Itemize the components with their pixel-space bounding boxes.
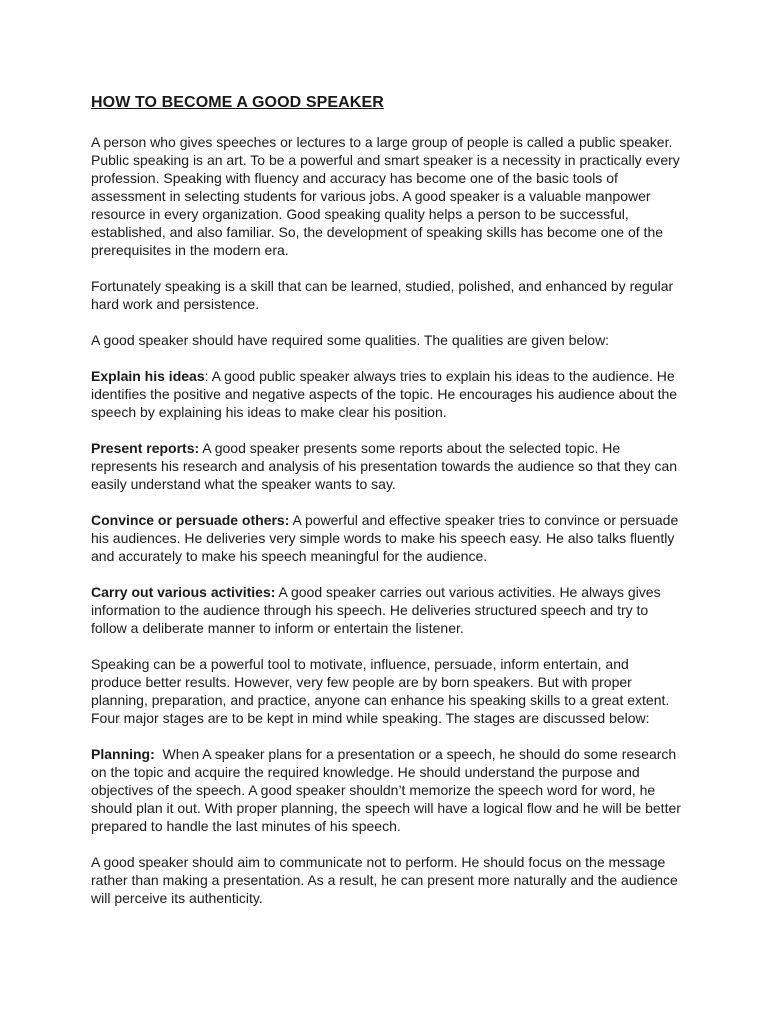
communicate-paragraph: A good speaker should aim to communicate not to perform. He should focus on the message rather than making a presentation. As a result, he can present more naturally and the audience will perceive its authenticity. xyxy=(91,854,678,906)
stage-planning xyxy=(91,745,685,835)
speaking-tool-paragraph: Speaking can be a powerful tool to motivate, influence, persuade, inform entertain, and produce better results. However, very few people are by born speakers. But with proper planning, preparation, and practice, anyone can enhance his speaking skills to a great extent. Four major stages are to be kept in mind while speaking. The stages are discussed below: xyxy=(91,656,670,726)
quality-present-reports xyxy=(91,439,681,493)
document-title: HOW TO BECOME A GOOD SPEAKER xyxy=(91,94,384,111)
stage-lead-planning: Planning: xyxy=(91,746,155,762)
quality-convince-others xyxy=(91,511,681,565)
quality-lead-convince-others: Convince or persuade others: xyxy=(91,512,290,528)
quality-text-present-reports: A good speaker presents some reports about the selected topic. He represents his research and analysis of his presentation towards the audience so that they can easily understand what the speaker wants to say. xyxy=(91,440,678,492)
quality-explain-ideas xyxy=(91,367,681,421)
stage-text-planning: When A speaker plans for a presentation or a speech, he should do some research on the topic and acquire the required knowledge. He should understand the purpose and objectives of the speech. A good speaker shouldn’t memorize the speech word for word, he should plan it out. With proper planning, the speech will have a logical flow and he will be better prepared to handle the last minutes of his speech. xyxy=(91,746,685,834)
quality-lead-explain-ideas: Explain his ideas xyxy=(91,368,205,384)
quality-text-explain-ideas: : A good public speaker always tries to explain his ideas to the audience. He identifies the positive and negative aspects of the topic. He encourages his audience about the speech by explaining his ideas to make clear his position. xyxy=(91,368,678,420)
skill-paragraph: Fortunately speaking is a skill that can be learned, studied, polished, and enhanced by regular hard work and persistence. xyxy=(91,278,674,312)
qualities-intro-paragraph: A good speaker should have required some qualities. The qualities are given below: xyxy=(91,332,610,348)
quality-text-carry-out-activities: A good speaker carries out various activities. He always gives information to the audience through his speech. He deliveries structured speech and try to follow a deliberate manner to inform or entertain the listener. xyxy=(91,584,661,636)
quality-text-convince-others: A powerful and effective speaker tries to convince or persuade his audiences. He deliveries very simple words to make his speech easy. He also talks fluently and accurately to make his speech meaningful for the audience. xyxy=(91,512,679,564)
document-page xyxy=(91,92,685,925)
quality-lead-carry-out-activities: Carry out various activities: xyxy=(91,584,276,600)
quality-lead-present-reports: Present reports: xyxy=(91,440,200,456)
quality-carry-out-activities xyxy=(91,583,681,637)
intro-paragraph: A person who gives speeches or lectures to a large group of people is called a public speaker. Public speaking is an art. To be a powerful and smart speaker is a necessity in practically every profession. Speaking with fluency and accuracy has become one of the basic tools of assessment in selecting students for various jobs. A good speaker is a valuable manpower resource in every organization. Good speaking quality helps a person to be successful, established, and also familiar. So, the development of speaking skills has become one of the prerequisites in the modern era. xyxy=(91,134,680,258)
